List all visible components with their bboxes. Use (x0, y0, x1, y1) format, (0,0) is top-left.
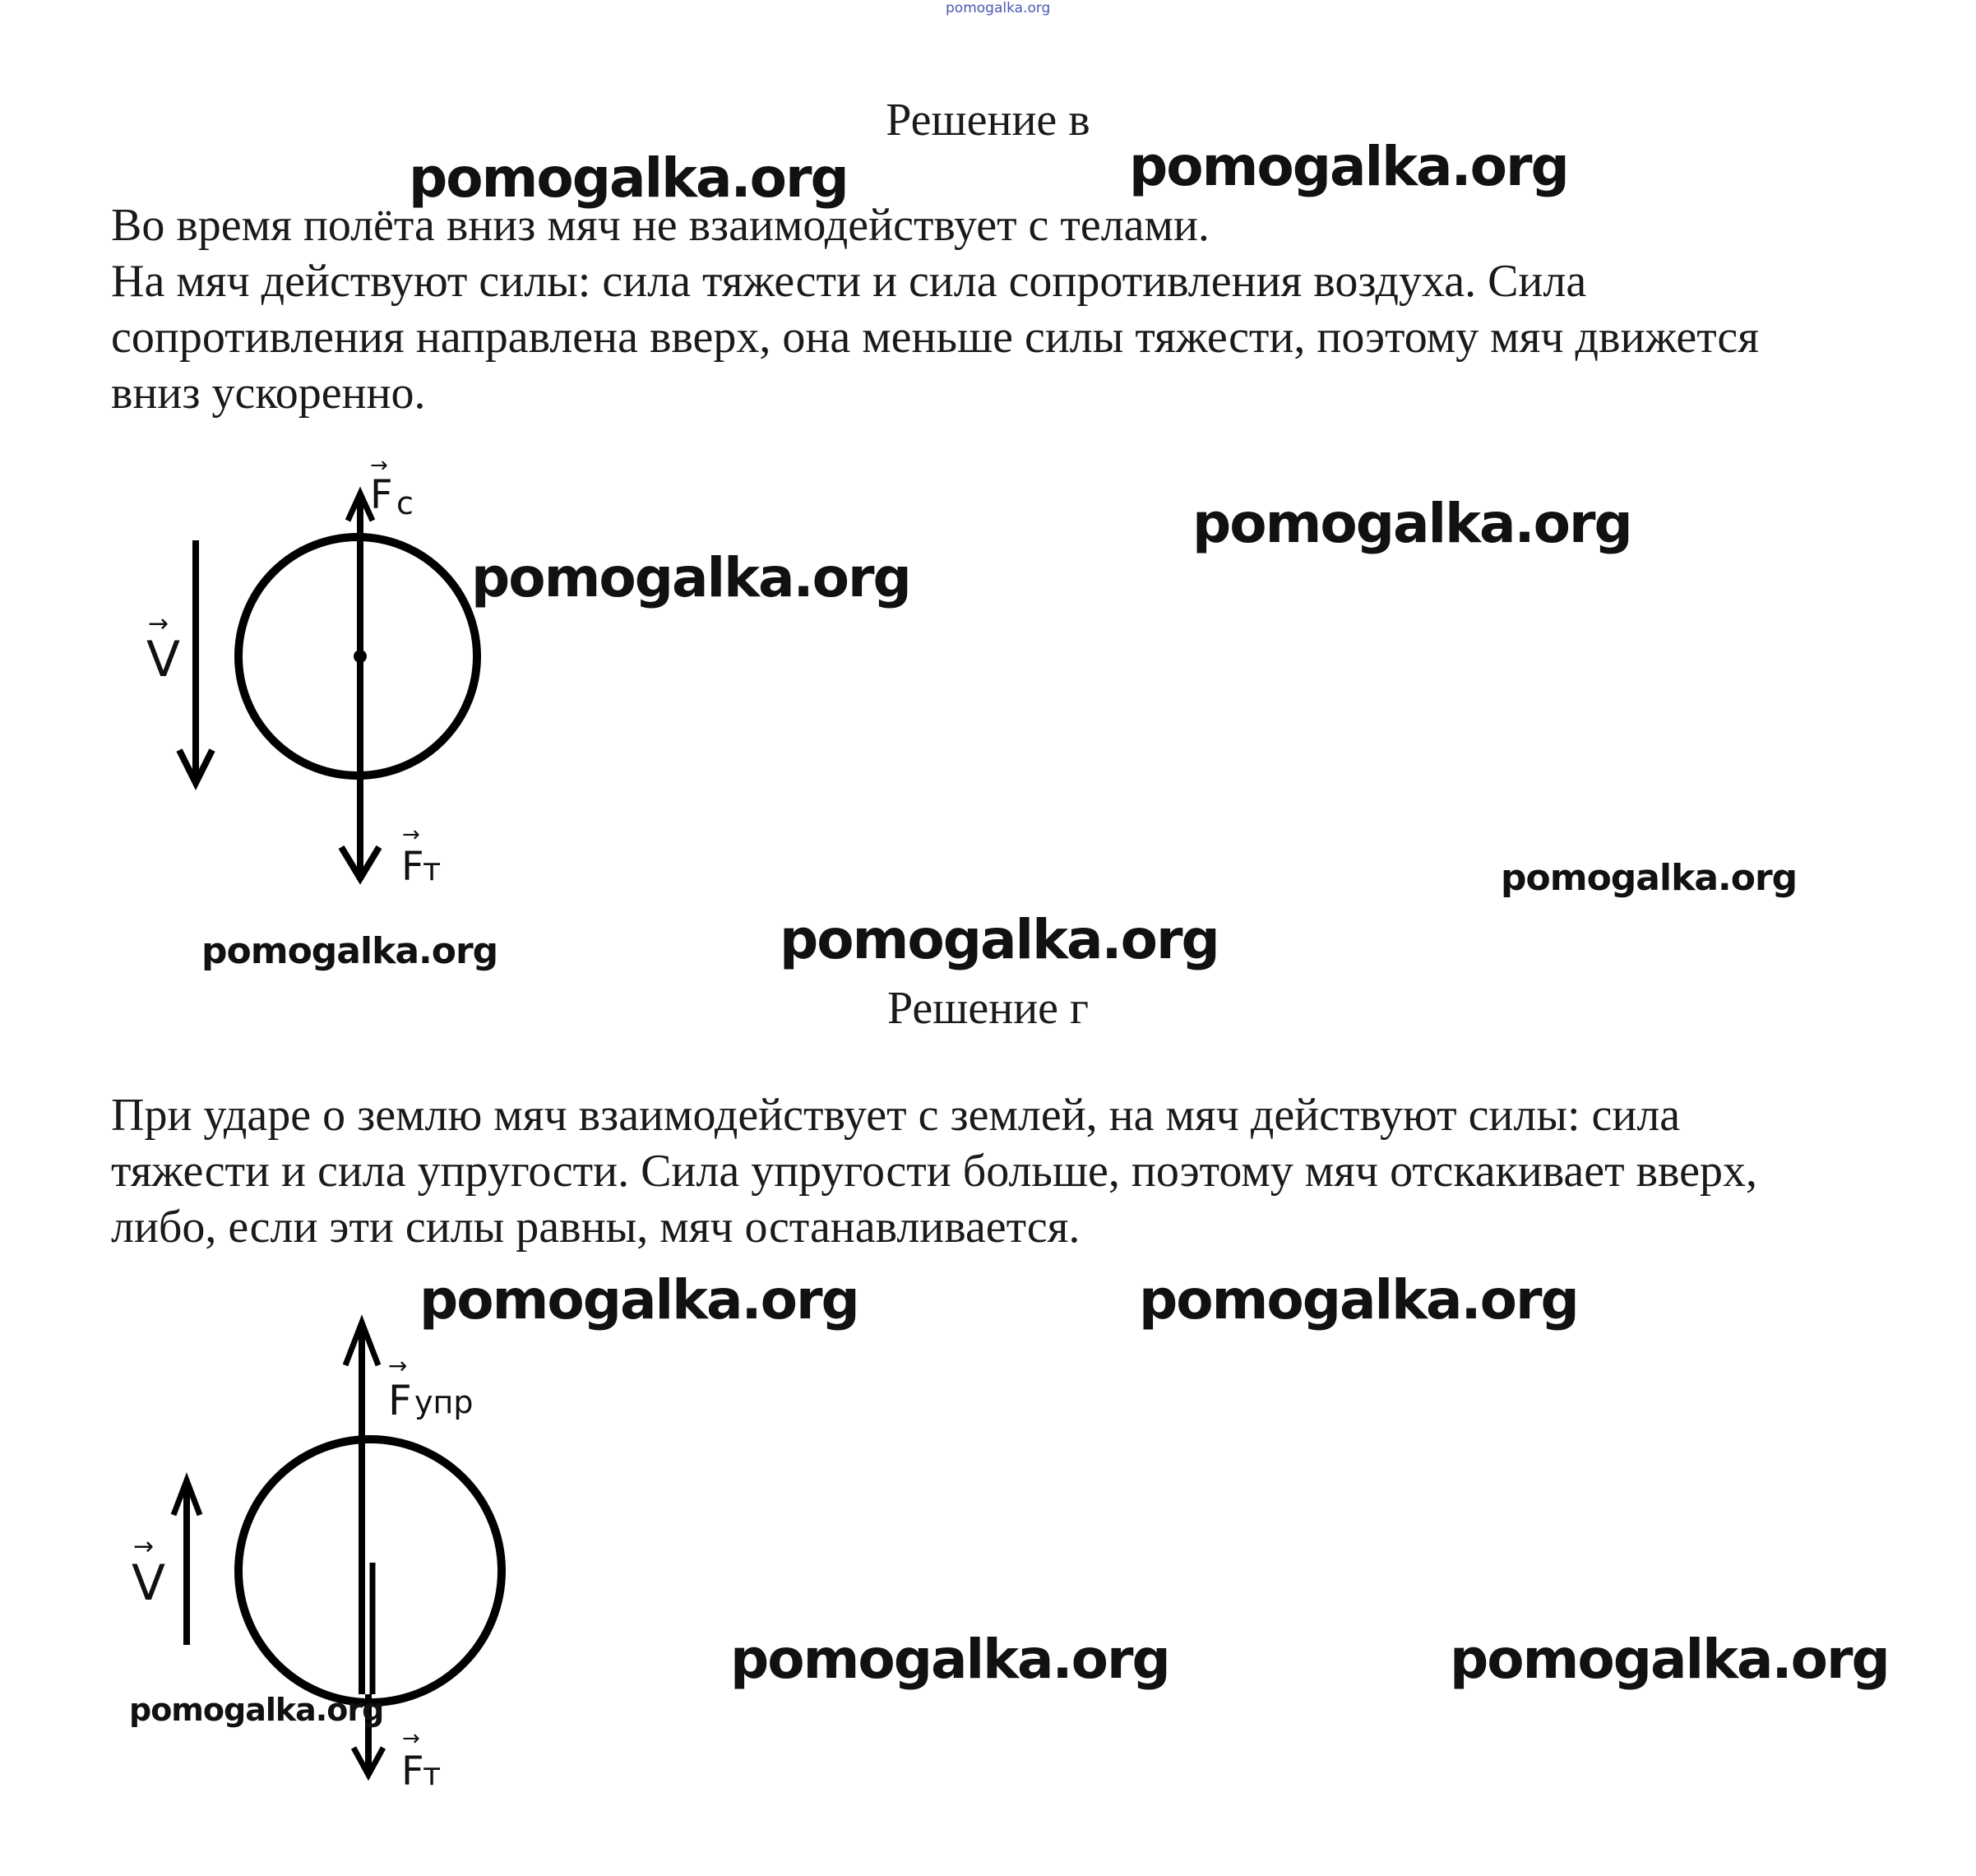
paragraph-line: Во время полёта вниз мяч не взаимодействует с телами. (111, 200, 1210, 251)
velocity-arrow-up (174, 1480, 200, 1645)
gravity-force-label (401, 1726, 441, 1795)
heading-solution-v: Решение в (886, 95, 1090, 146)
paragraph-line: вниз ускоренно. (111, 368, 426, 419)
svg-text:т: т (423, 851, 442, 887)
watermark: pomogalka.org (409, 146, 848, 210)
paragraph-line: На мяч действуют силы: сила тяжести и сила сопротивления воздуха. Сила (111, 256, 1587, 307)
watermark: pomogalka.org (780, 908, 1219, 971)
watermark: pomogalka.org (419, 1268, 858, 1332)
elastic-force-label (388, 1352, 473, 1424)
watermark: pomogalka.org (129, 1692, 384, 1728)
svg-text:V: V (132, 1554, 166, 1612)
svg-text:F: F (401, 1749, 424, 1795)
svg-text:V: V (146, 631, 181, 688)
svg-text:→: → (370, 453, 388, 478)
svg-text:c: c (396, 485, 414, 521)
watermark: pomogalka.org (1129, 135, 1568, 198)
watermark: pomogalka.org (730, 1628, 1169, 1691)
watermark: pomogalka.org (1501, 857, 1798, 899)
paragraph-line: тяжести и сила упругости. Сила упругости больше, поэтому мяч отскакивает вверх, (111, 1146, 1758, 1197)
svg-text:т: т (423, 1756, 442, 1792)
svg-text:→: → (402, 822, 420, 847)
svg-text:F: F (401, 844, 424, 890)
velocity-label (132, 1532, 165, 1612)
heading-solution-g: Решение г (887, 983, 1089, 1034)
watermark: pomogalka.org (1450, 1628, 1889, 1691)
watermark: pomogalka.org (201, 930, 498, 972)
svg-text:упр: упр (414, 1384, 474, 1420)
svg-text:F: F (370, 472, 393, 518)
paragraph-line: При ударе о землю мяч взаимодействует с землей, на мяч действуют силы: сила (111, 1090, 1681, 1141)
watermark: pomogalka.org (1139, 1268, 1578, 1332)
svg-text:→: → (388, 1352, 408, 1379)
svg-text:F: F (388, 1377, 412, 1424)
watermark: pomogalka.org (1192, 492, 1631, 555)
svg-text:→: → (133, 1532, 155, 1561)
svg-text:→: → (148, 609, 169, 638)
watermark: pomogalka.org (471, 546, 910, 609)
paragraph-line: сопротивления направлена вверх, она меньше силы тяжести, поэтому мяч движется (111, 312, 1759, 363)
svg-text:→: → (402, 1726, 420, 1751)
top-watermark: pomogalka.org (946, 0, 1051, 16)
paragraph-line: либо, если эти силы равны, мяч останавливается. (111, 1202, 1081, 1253)
